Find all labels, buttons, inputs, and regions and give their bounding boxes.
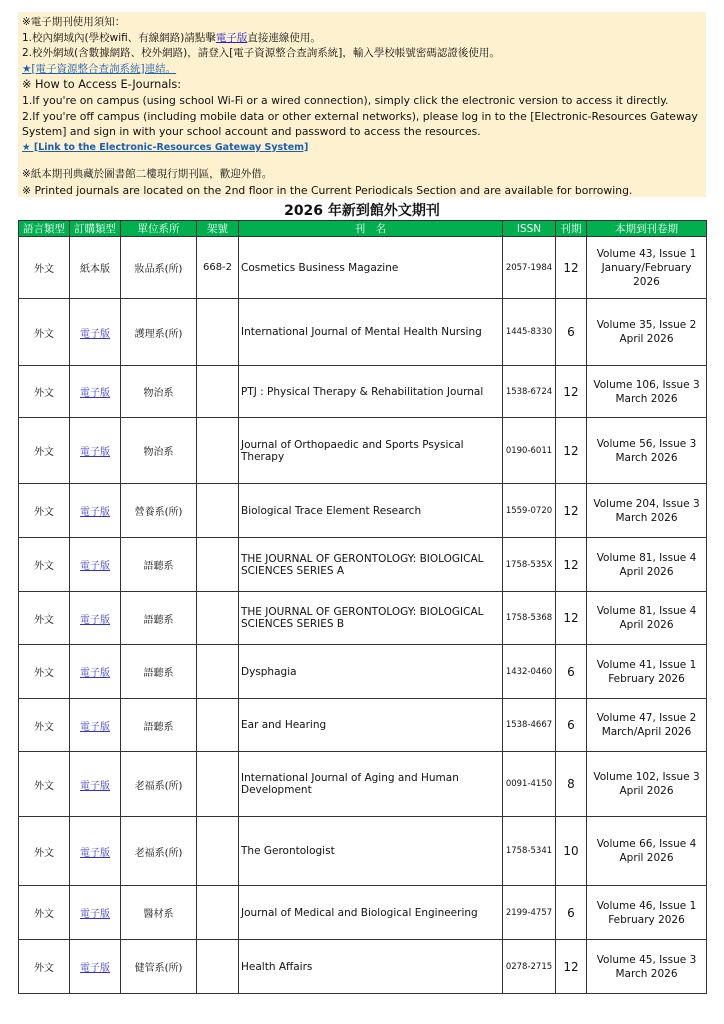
cell-current-issue [587, 538, 707, 592]
ejournal-link[interactable]: 電子版 [80, 847, 110, 859]
cell-current-issue [587, 484, 707, 538]
volume-issue: Volume 81, Issue 4 [596, 551, 697, 564]
issue-date: March/April 2026 [601, 726, 692, 738]
header-dept: 單位系所 [121, 221, 197, 237]
table-header-row [19, 221, 707, 237]
ejournal-link[interactable]: 電子版 [80, 388, 110, 399]
header-freq: 刊期 [556, 221, 587, 237]
cell-frequency: 12 [556, 592, 587, 645]
cell-title: Journal of Medical and Biological Engineering [239, 886, 503, 940]
cell-title: Journal of Orthopaedic and Sports Psysical Therapy [239, 418, 503, 484]
issue-date: March 2026 [615, 967, 678, 980]
cell-current-issue [587, 817, 707, 886]
cell-dept: 營養系(所) [121, 484, 197, 538]
cell-type [70, 645, 121, 699]
cell-dept: 物治系 [121, 418, 197, 484]
cell-dept: 語聽系 [121, 699, 197, 752]
table-row [19, 237, 707, 299]
cell-frequency: 6 [556, 645, 587, 699]
en-heading: ※ How to Access E-Journals: [22, 78, 182, 92]
cell-issn: 0091-4150 [503, 752, 556, 817]
cell-frequency: 12 [556, 484, 587, 538]
cell-dept: 醫材系 [121, 886, 197, 940]
ejournal-link[interactable]: 電子版 [80, 507, 110, 518]
en-print-note: ※ Printed journals are located on the 2nd floor in the Current Periodicals Section and are available for borrowing. [22, 183, 633, 197]
usage-notice [18, 12, 706, 197]
cell-frequency: 10 [556, 817, 587, 886]
issue-date: March 2026 [615, 451, 678, 464]
ejournal-link[interactable]: 電子版 [80, 668, 110, 679]
cell-title: Ear and Hearing [239, 699, 503, 752]
table-row [19, 299, 707, 366]
cell-current-issue [587, 237, 707, 299]
cell-issn: 1445-8330 [503, 299, 556, 366]
header-current-issue: 本期到刊卷期 [587, 221, 707, 237]
cell-shelf [197, 366, 239, 418]
table-row [19, 886, 707, 940]
cell-shelf [197, 299, 239, 366]
table-row [19, 752, 707, 817]
issue-date: April 2026 [619, 852, 674, 864]
cell-dept: 護理系(所) [121, 299, 197, 366]
cell-title: International Journal of Mental Health Nursing [239, 299, 503, 366]
cell-shelf [197, 817, 239, 886]
cell-type [70, 699, 121, 752]
cell-shelf [197, 538, 239, 592]
cell-lang: 外文 [19, 484, 70, 538]
table-row [19, 592, 707, 645]
volume-issue: Volume 56, Issue 3 [596, 437, 697, 450]
volume-issue: Volume 66, Issue 4 [596, 838, 697, 850]
header-title: 刊 名 [239, 221, 503, 237]
cell-title: PTJ : Physical Therapy & Rehabilitation Journal [239, 366, 503, 418]
cell-title: Health Affairs [239, 940, 503, 994]
en-line2a: 2.If you're off campus (including mobile data or other external networks), please log in to the [Electronic-Resources Gateway [22, 109, 698, 123]
volume-issue: Volume 204, Issue 3 [593, 497, 700, 510]
issue-date: February 2026 [608, 913, 685, 926]
cell-frequency: 12 [556, 418, 587, 484]
cell-frequency: 12 [556, 366, 587, 418]
cell-frequency: 8 [556, 752, 587, 817]
volume-issue: Volume 46, Issue 1 [596, 899, 697, 912]
cell-title: Biological Trace Element Research [239, 484, 503, 538]
cell-title: THE JOURNAL OF GERONTOLOGY: BIOLOGICAL SCIENCES SERIES B [239, 592, 503, 645]
cell-shelf [197, 886, 239, 940]
cell-type [70, 817, 121, 886]
cell-dept: 妝品系(所) [121, 237, 197, 299]
cell-current-issue [587, 592, 707, 645]
cell-frequency: 12 [556, 940, 587, 994]
ejournal-link[interactable]: 電子版 [80, 561, 110, 572]
cell-type [70, 299, 121, 366]
cell-title: International Journal of Aging and Human Development [239, 752, 503, 817]
cell-issn: 0190-6011 [503, 418, 556, 484]
issue-date: February 2026 [608, 672, 685, 685]
cell-lang: 外文 [19, 538, 70, 592]
cell-lang: 外文 [19, 940, 70, 994]
cell-dept: 語聽系 [121, 592, 197, 645]
cell-shelf [197, 940, 239, 994]
cell-shelf [197, 752, 239, 817]
cell-dept: 語聽系 [121, 645, 197, 699]
header-lang: 語言類型 [19, 221, 70, 237]
volume-issue: Volume 106, Issue 3 [593, 378, 700, 391]
cell-shelf [197, 418, 239, 484]
cell-issn: 2199-4757 [503, 886, 556, 940]
ejournal-link[interactable]: 電子版 [80, 780, 110, 792]
cell-type [70, 886, 121, 940]
cell-issn: 1432-0460 [503, 645, 556, 699]
table-title: 2026 年新到館外文期刊 [284, 203, 440, 219]
table-row [19, 817, 707, 886]
issue-date: April 2026 [619, 333, 674, 345]
issue-date: April 2026 [619, 785, 674, 797]
cell-lang: 外文 [19, 299, 70, 366]
cell-current-issue [587, 940, 707, 994]
ejournal-link[interactable]: 電子版 [80, 447, 110, 458]
en-line2b: System] and sign in with your school account and password to access the resources. [22, 125, 481, 139]
volume-issue: Volume 43, Issue 1 [596, 247, 697, 260]
table-row [19, 940, 707, 994]
zh-line1 [22, 31, 702, 47]
cell-issn: 1758-535X [503, 538, 556, 592]
cell-current-issue [587, 645, 707, 699]
cell-type [70, 418, 121, 484]
cell-current-issue [587, 886, 707, 940]
en-line1: 1.If you're on campus (using school Wi-Fi or a wired connection), simply click the electronic version to access it directly. [22, 93, 669, 107]
zh-print-note: ※紙本期刊典藏於圖書館二樓現行期刊區，歡迎外借。 [22, 168, 273, 181]
cell-shelf [197, 484, 239, 538]
issue-date: April 2026 [619, 565, 674, 578]
cell-title: THE JOURNAL OF GERONTOLOGY: BIOLOGICAL SCIENCES SERIES A [239, 538, 503, 592]
cell-type [70, 538, 121, 592]
ejournal-link[interactable]: 電子版 [80, 909, 110, 920]
en-gateway-link[interactable]: ★ [Link to the Electronic-Resources Gateway System] [22, 141, 309, 153]
table-row [19, 699, 707, 752]
cell-type [70, 940, 121, 994]
cell-dept: 健管系(所) [121, 940, 197, 994]
cell-current-issue [587, 699, 707, 752]
ejournal-link[interactable]: 電子版 [80, 721, 110, 733]
volume-issue: Volume 47, Issue 2 [596, 712, 697, 724]
table-row [19, 538, 707, 592]
issue-date: January/February 2026 [601, 261, 692, 288]
cell-issn: 1538-6724 [503, 366, 556, 418]
cell-lang: 外文 [19, 418, 70, 484]
cell-title: Dysphagia [239, 645, 503, 699]
volume-issue: Volume 41, Issue 1 [596, 658, 697, 671]
cell-dept: 老福系(所) [121, 752, 197, 817]
cell-lang: 外文 [19, 886, 70, 940]
zh-line1-suffix: 直接連線使用。 [247, 31, 321, 44]
cell-current-issue [587, 299, 707, 366]
table-row [19, 418, 707, 484]
cell-lang: 外文 [19, 592, 70, 645]
ejournal-link[interactable]: 電子版 [80, 963, 110, 974]
cell-lang: 外文 [19, 366, 70, 418]
issue-date: April 2026 [619, 619, 674, 631]
zh-line1-prefix: 1.校內網域內(學校wifi、有線網路)請點擊 [22, 31, 216, 44]
cell-frequency: 6 [556, 299, 587, 366]
cell-shelf [197, 645, 239, 699]
zh-heading: ※電子期刊使用須知： [22, 16, 126, 28]
table-row [19, 645, 707, 699]
cell-dept: 老福系(所) [121, 817, 197, 886]
cell-shelf [197, 699, 239, 752]
issue-date: March 2026 [615, 511, 678, 524]
table-row [19, 484, 707, 538]
cell-type [70, 592, 121, 645]
volume-issue: Volume 35, Issue 2 [596, 319, 697, 331]
cell-lang: 外文 [19, 645, 70, 699]
cell-issn: 1538-4667 [503, 699, 556, 752]
cell-title: The Gerontologist [239, 817, 503, 886]
cell-shelf [197, 592, 239, 645]
header-type: 訂購類型 [70, 221, 121, 237]
zh-gateway-link[interactable]: ★[電子資源整合查詢系統]連結。 [22, 62, 177, 75]
cell-type: 紙本版 [70, 237, 121, 299]
cell-issn: 1559-0720 [503, 484, 556, 538]
cell-current-issue [587, 366, 707, 418]
header-shelf: 架號 [197, 221, 239, 237]
cell-issn: 2057-1984 [503, 237, 556, 299]
zh-line2: 2.校外網域(含數據網路、校外網路)，請登入[電子資源整合查詢系統]，輸入學校帳號密碼認證後使用。 [22, 47, 500, 60]
ejournal-link[interactable]: 電子版 [80, 328, 110, 340]
cell-lang: 外文 [19, 752, 70, 817]
cell-type [70, 366, 121, 418]
cell-frequency: 12 [556, 538, 587, 592]
cell-title: Cosmetics Business Magazine [239, 237, 503, 299]
cell-current-issue [587, 418, 707, 484]
cell-issn: 1758-5368 [503, 592, 556, 645]
cell-lang: 外文 [19, 817, 70, 886]
journal-table [18, 220, 707, 994]
volume-issue: Volume 102, Issue 3 [593, 771, 700, 783]
issue-date: March 2026 [615, 392, 678, 405]
volume-issue: Volume 81, Issue 4 [596, 605, 697, 617]
cell-shelf: 668-2 [197, 237, 239, 299]
cell-dept: 物治系 [121, 366, 197, 418]
volume-issue: Volume 45, Issue 3 [596, 953, 697, 966]
cell-issn: 1758-5341 [503, 817, 556, 886]
cell-frequency: 6 [556, 886, 587, 940]
ejournal-link[interactable]: 電子版 [215, 31, 248, 44]
cell-frequency: 12 [556, 237, 587, 299]
cell-type [70, 484, 121, 538]
ejournal-link[interactable]: 電子版 [80, 614, 110, 626]
cell-lang: 外文 [19, 237, 70, 299]
cell-current-issue [587, 752, 707, 817]
cell-lang: 外文 [19, 699, 70, 752]
cell-type [70, 752, 121, 817]
cell-issn: 0278-2715 [503, 940, 556, 994]
cell-dept: 語聽系 [121, 538, 197, 592]
cell-frequency: 6 [556, 699, 587, 752]
table-row [19, 366, 707, 418]
header-issn: ISSN [503, 221, 556, 237]
